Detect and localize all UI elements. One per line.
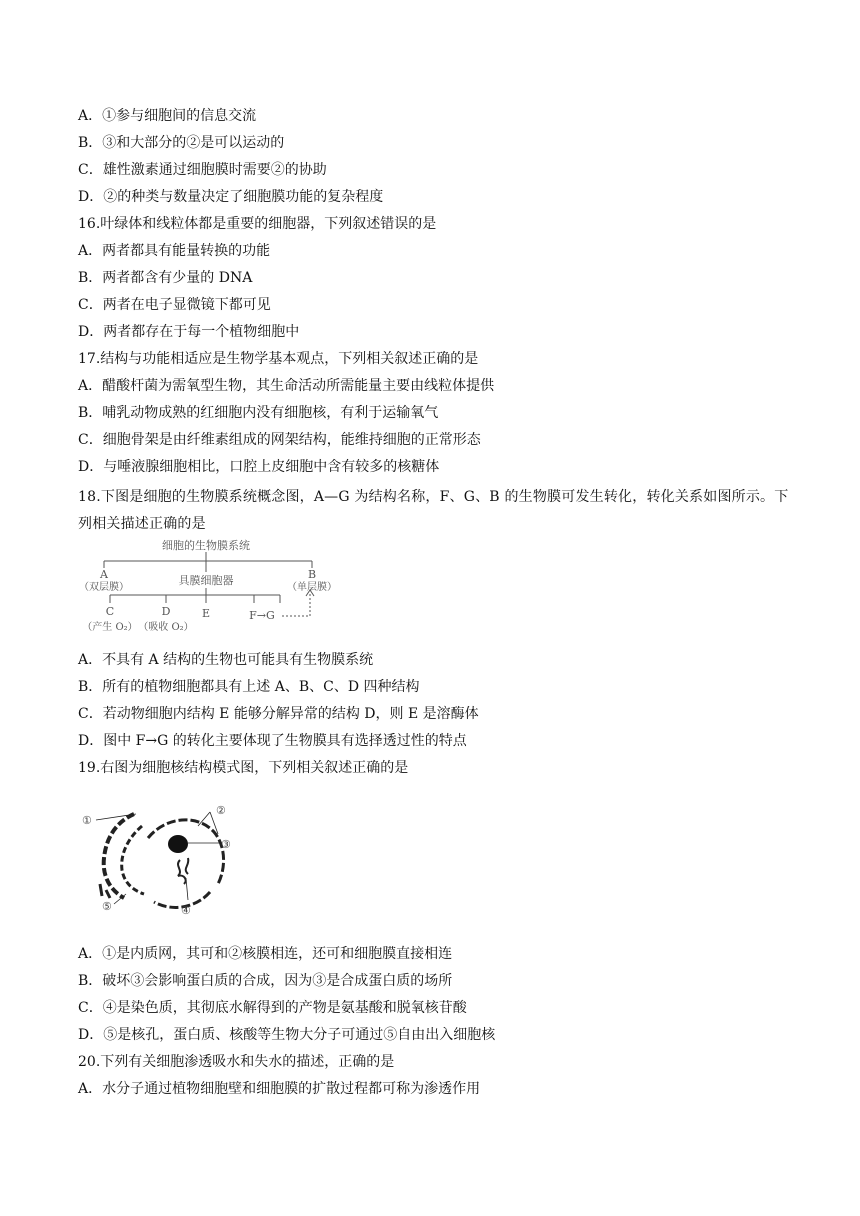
fig18-fg-label: F→G [249,609,275,622]
fig18-a-note: （双层膜） [80,582,129,593]
q19-option-b: B．破坏③会影响蛋白质的合成，因为③是合成蛋白质的场所 [78,973,453,989]
q18-option-d: D．图中 F→G 的转化主要体现了生物膜具有选择透过性的特点 [78,733,467,749]
q18-option-b: B．所有的植物细胞都具有上述 A、B、C、D 四种结构 [78,679,420,695]
fig18-b-label: B [307,568,317,581]
q18-option-c: C．若动物细胞内结构 E 能够分解异常的结构 D，则 E 是溶酶体 [78,706,479,722]
q17-option-c: C．细胞骨架是由纤维素组成的网架结构，能维持细胞的正常形态 [78,432,481,448]
q17-option-a: A．醋酸杆菌为需氧型生物，其生命活动所需能量主要由线粒体提供 [78,378,495,394]
q18-stem: 18.下图是细胞的生物膜系统概念图，A—G 为结构名称，F、G、B 的生物膜可发生转化，转化关系如图所示。下列相关描述正确的是 [78,489,789,532]
q20-stem: 20.下列有关细胞渗透吸水和失水的描述，正确的是 [78,1054,395,1070]
q16-option-c: C．两者在电子显微镜下都可见 [78,297,271,313]
q19-option-c: C．④是染色质，其彻底水解得到的产物是氨基酸和脱氧核苷酸 [78,1000,467,1016]
fig18-c-note: （产生 O₂） [82,622,138,633]
fig19-label-3: ③ [221,838,231,851]
fig19-label-1: ① [82,814,92,827]
q19-option-d: D．⑤是核孔，蛋白质、核酸等生物大分子可通过⑤自由出入细胞核 [78,1027,496,1043]
q17-option-d: D．与唾液腺细胞相比，口腔上皮细胞中含有较多的核糖体 [78,459,440,475]
fig18-a-label: A [100,568,108,581]
q19-option-a: A．①是内质网，其可和②核膜相连，还可和细胞膜直接相连 [78,946,453,962]
q19-nucleus-diagram [76,798,256,926]
fig18-d-note: （吸收 O₂） [138,622,194,633]
fig18-c-label: C [105,605,115,618]
q15-option-c: C．雄性激素通过细胞膜时需要②的协助 [78,162,327,178]
fig19-label-2: ② [216,804,226,817]
q18-concept-diagram [80,538,360,644]
fig18-mid-label: 具膜细胞器 [178,574,234,587]
q16-option-a: A．两者都具有能量转换的功能 [78,243,271,259]
q15-option-d: D．②的种类与数量决定了细胞膜功能的复杂程度 [78,189,384,205]
q20-option-a: A．水分子通过植物细胞壁和细胞膜的扩散过程都可称为渗透作用 [78,1081,481,1097]
q16-option-d: D．两者都存在于每一个植物细胞中 [78,324,300,340]
fig18-root-label: 细胞的生物膜系统 [162,539,250,552]
q16-option-b: B．两者都含有少量的 DNA [78,270,253,286]
q16-stem: 16.叶绿体和线粒体都是重要的细胞器，下列叙述错误的是 [78,216,437,232]
q15-option-b: B．③和大部分的②是可以运动的 [78,135,285,151]
fig19-label-5: ⑤ [102,900,112,913]
fig18-b-note: （单层膜） [287,582,337,593]
fig19-label-4: ④ [181,904,191,917]
q15-option-a: A．①参与细胞间的信息交流 [78,108,257,124]
q19-stem: 19.右图为细胞核结构模式图，下列相关叙述正确的是 [78,760,409,776]
fig18-d-label: D [161,605,171,618]
fig18-e-label: E [201,607,211,620]
q17-option-b: B．哺乳动物成熟的红细胞内没有细胞核，有利于运输氧气 [78,405,439,421]
q18-option-a: A．不具有 A 结构的生物也可能具有生物膜系统 [78,652,374,668]
q17-stem: 17.结构与功能相适应是生物学基本观点，下列相关叙述正确的是 [78,351,479,367]
